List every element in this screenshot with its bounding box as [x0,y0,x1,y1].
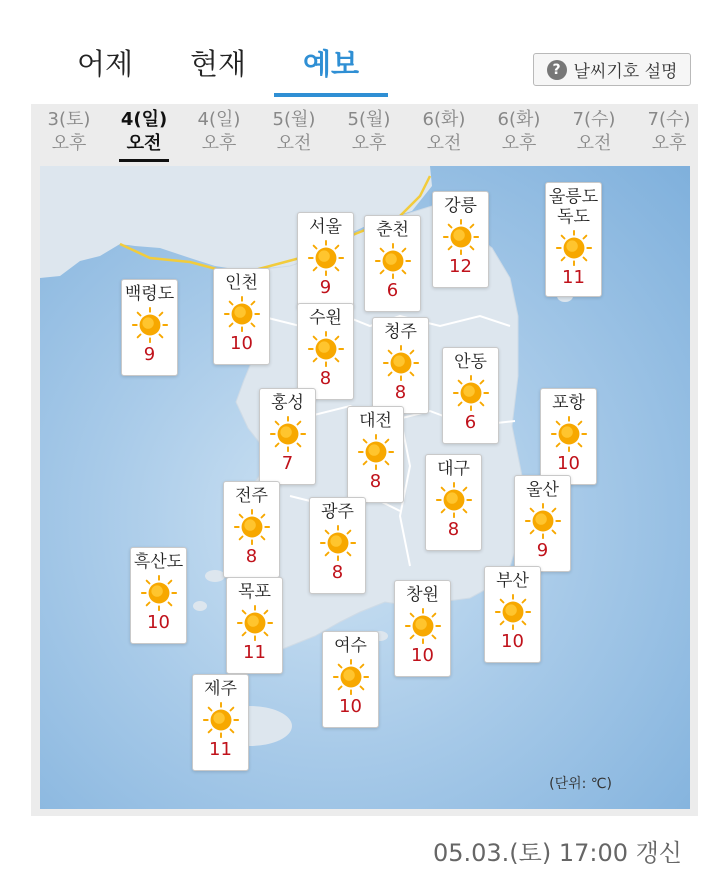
time-slot-strip [31,104,698,162]
time-slot-2[interactable]: 4(일) 오후 [197,109,241,154]
weather-symbol-legend-button[interactable] [533,53,691,86]
sun-icon [319,524,357,562]
station-incheon[interactable]: 인천 10 [213,268,270,365]
station-suwon[interactable]: 수원 8 [297,303,354,400]
active-tab-underline [274,93,388,97]
station-gwangju[interactable]: 광주 8 [309,497,366,594]
sun-icon [555,229,593,267]
station-pohang[interactable]: 포항 10 [540,388,597,485]
sun-icon [307,330,345,368]
active-slot-underline [119,159,169,162]
time-slot-3[interactable]: 5(월) 오전 [272,109,316,154]
station-daejeon[interactable]: 대전 8 [347,406,404,503]
sun-icon [233,508,271,546]
station-mokpo[interactable]: 목포 11 [226,577,283,674]
time-slot-7[interactable]: 7(수) 오전 [572,109,616,154]
update-timestamp: 05.03.(토) 17:00 갱신 [432,839,682,867]
time-slot-0[interactable]: 3(토) 오후 [47,109,91,154]
time-slot-1[interactable]: 4(일) 오전 [109,108,179,156]
tab-current[interactable]: 현재 [190,47,247,81]
sun-icon [494,593,532,631]
sun-icon [452,374,490,412]
sun-icon [223,295,261,333]
sun-icon [524,502,562,540]
sun-icon [202,701,240,739]
sun-icon [307,239,345,277]
station-ulsan[interactable]: 울산 9 [514,475,571,572]
tab-forecast[interactable]: 예보 [303,47,360,81]
sun-icon [382,344,420,382]
sun-icon [435,481,473,519]
sun-icon [357,433,395,471]
sun-icon [131,306,169,344]
legend-button-label: 날씨기호 설명 [573,62,678,82]
sun-icon [332,658,370,696]
sun-icon [140,574,178,612]
station-chuncheon[interactable]: 춘천 6 [364,215,421,312]
sun-icon [404,607,442,645]
station-jeonju[interactable]: 전주 8 [223,481,280,578]
station-heuksando[interactable]: 흑산도 10 [130,547,187,644]
station-hongseong[interactable]: 홍성 7 [259,388,316,485]
sun-icon [269,415,307,453]
station-ulleungdo-dokdo[interactable]: 울릉도 독도 11 [545,182,602,297]
sun-icon [550,415,588,453]
station-seoul[interactable]: 서울 9 [297,212,354,309]
time-slot-8[interactable]: 7(수) 오후 [647,109,691,154]
time-slot-4[interactable]: 5(월) 오후 [347,109,391,154]
station-jeju[interactable]: 제주 11 [192,674,249,771]
station-gangneung[interactable]: 강릉 12 [432,191,489,288]
station-yeosu[interactable]: 여수 10 [322,631,379,728]
tab-yesterday[interactable]: 어제 [77,47,134,81]
station-andong[interactable]: 안동 6 [442,347,499,444]
station-baengnyeongdo[interactable]: 백령도 9 [121,279,178,376]
station-busan[interactable]: 부산 10 [484,566,541,663]
sun-icon [442,218,480,256]
forecast-tabs [0,0,712,100]
station-cheongju[interactable]: 청주 8 [372,317,429,414]
station-changwon[interactable]: 창원 10 [394,580,451,677]
help-icon: ? [547,60,567,80]
sun-icon [374,242,412,280]
station-daegu[interactable]: 대구 8 [425,454,482,551]
sun-icon [236,604,274,642]
time-slot-6[interactable]: 6(화) 오후 [497,109,541,154]
time-slot-5[interactable]: 6(화) 오전 [422,109,466,154]
unit-note: (단위: ℃) [549,776,612,792]
forecast-panel [31,104,698,816]
forecast-map [40,166,690,809]
